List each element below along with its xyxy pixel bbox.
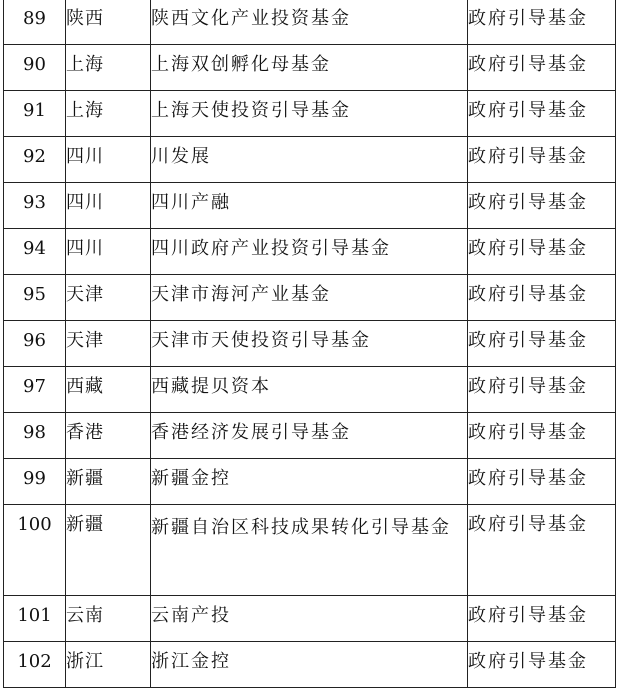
row-fund-type: 政府引导基金 xyxy=(468,321,616,367)
row-fund-name: 浙江金控 xyxy=(151,642,468,688)
row-fund-name: 四川产融 xyxy=(151,183,468,229)
row-region: 陕西 xyxy=(66,0,151,45)
table-row xyxy=(4,275,616,321)
row-region: 浙江 xyxy=(66,642,151,688)
row-fund-type: 政府引导基金 xyxy=(468,505,616,596)
table-row xyxy=(4,137,616,183)
table-row xyxy=(4,45,616,91)
row-region: 天津 xyxy=(66,275,151,321)
row-fund-type: 政府引导基金 xyxy=(468,459,616,505)
row-region: 香港 xyxy=(66,413,151,459)
table-row xyxy=(4,505,616,596)
row-number: 102 xyxy=(4,642,66,688)
row-region: 天津 xyxy=(66,321,151,367)
row-number: 98 xyxy=(4,413,66,459)
row-number: 90 xyxy=(4,45,66,91)
row-region: 西藏 xyxy=(66,367,151,413)
row-region: 上海 xyxy=(66,91,151,137)
row-fund-type: 政府引导基金 xyxy=(468,367,616,413)
row-fund-name: 天津市海河产业基金 xyxy=(151,275,468,321)
row-fund-type: 政府引导基金 xyxy=(468,642,616,688)
row-fund-name: 四川政府产业投资引导基金 xyxy=(151,229,468,275)
row-number: 96 xyxy=(4,321,66,367)
row-fund-name: 上海双创孵化母基金 xyxy=(151,45,468,91)
row-region: 新疆 xyxy=(66,505,151,596)
row-fund-name: 云南产投 xyxy=(151,596,468,642)
row-number: 91 xyxy=(4,91,66,137)
row-number: 92 xyxy=(4,137,66,183)
row-number: 97 xyxy=(4,367,66,413)
row-fund-name: 上海天使投资引导基金 xyxy=(151,91,468,137)
row-number: 94 xyxy=(4,229,66,275)
row-fund-name: 西藏提贝资本 xyxy=(151,367,468,413)
row-region: 四川 xyxy=(66,229,151,275)
fund-table xyxy=(3,0,616,688)
row-region: 新疆 xyxy=(66,459,151,505)
row-fund-type: 政府引导基金 xyxy=(468,183,616,229)
table-row xyxy=(4,321,616,367)
row-number: 101 xyxy=(4,596,66,642)
row-fund-type: 政府引导基金 xyxy=(468,91,616,137)
table-row xyxy=(4,91,616,137)
row-fund-type: 政府引导基金 xyxy=(468,275,616,321)
row-fund-type: 政府引导基金 xyxy=(468,0,616,45)
row-fund-name: 新疆自治区科技成果转化引导基金 xyxy=(151,505,468,596)
table-row xyxy=(4,413,616,459)
row-region: 云南 xyxy=(66,596,151,642)
row-fund-name: 陕西文化产业投资基金 xyxy=(151,0,468,45)
row-fund-type: 政府引导基金 xyxy=(468,45,616,91)
table-row xyxy=(4,596,616,642)
row-region: 四川 xyxy=(66,183,151,229)
table-row xyxy=(4,459,616,505)
row-fund-name: 新疆金控 xyxy=(151,459,468,505)
row-region: 四川 xyxy=(66,137,151,183)
row-number: 93 xyxy=(4,183,66,229)
row-fund-name: 香港经济发展引导基金 xyxy=(151,413,468,459)
row-region: 上海 xyxy=(66,45,151,91)
row-number: 99 xyxy=(4,459,66,505)
table-row xyxy=(4,229,616,275)
row-number: 95 xyxy=(4,275,66,321)
row-fund-type: 政府引导基金 xyxy=(468,413,616,459)
row-fund-name: 天津市天使投资引导基金 xyxy=(151,321,468,367)
table-row xyxy=(4,0,616,45)
row-fund-name: 川发展 xyxy=(151,137,468,183)
table-row xyxy=(4,642,616,688)
table-row xyxy=(4,183,616,229)
table-row xyxy=(4,367,616,413)
row-fund-type: 政府引导基金 xyxy=(468,229,616,275)
row-number: 100 xyxy=(4,505,66,596)
row-fund-type: 政府引导基金 xyxy=(468,137,616,183)
row-fund-type: 政府引导基金 xyxy=(468,596,616,642)
row-number: 89 xyxy=(4,0,66,45)
